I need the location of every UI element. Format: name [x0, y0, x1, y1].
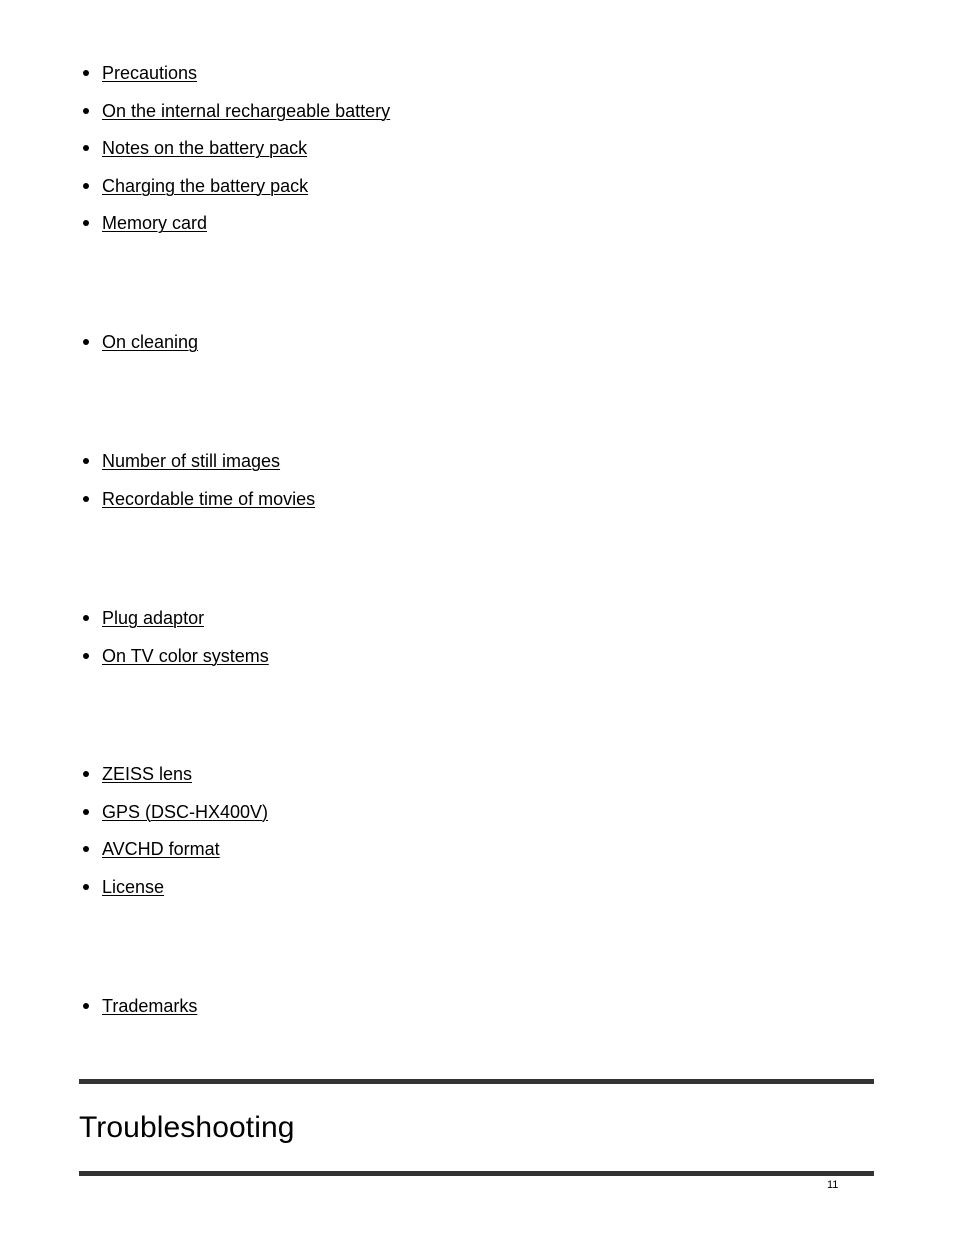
list-item: [0, 608, 269, 646]
list-item: [0, 489, 315, 527]
page-number: 11: [827, 1179, 839, 1191]
list-item: [0, 839, 268, 877]
bullet-icon: [83, 70, 89, 76]
link-internal-rechargeable-battery[interactable]: On the internal rechargeable battery: [102, 100, 391, 121]
bullet-icon: [83, 339, 89, 345]
link-on-cleaning[interactable]: On cleaning: [102, 332, 199, 352]
bullet-icon: [83, 145, 89, 151]
link-recordable-time-movies[interactable]: Recordable time of movies: [102, 488, 316, 509]
toc-group-other-information: [0, 764, 268, 914]
list-item: [0, 176, 390, 214]
list-item: [0, 138, 390, 176]
link-zeiss-lens[interactable]: ZEISS lens: [102, 764, 193, 784]
list-item: [0, 877, 268, 915]
list-item: [0, 451, 315, 489]
bullet-icon: [83, 220, 89, 226]
section-bottom-divider: [79, 1171, 874, 1176]
toc-group-recording-capacity: [0, 451, 315, 526]
link-precautions[interactable]: Precautions: [102, 63, 198, 83]
toc-group-trademarks: [0, 996, 197, 1034]
section-title: Troubleshooting: [79, 1111, 295, 1144]
link-plug-adaptor[interactable]: Plug adaptor: [102, 608, 205, 628]
link-license[interactable]: License: [102, 876, 165, 897]
bullet-icon: [83, 496, 89, 502]
list-item: [0, 646, 269, 684]
bullet-icon: [83, 653, 89, 659]
section-top-divider: [79, 1079, 874, 1084]
bullet-icon: [83, 771, 89, 777]
link-avchd-format[interactable]: AVCHD format: [102, 839, 220, 860]
list-item: [0, 213, 390, 251]
link-gps[interactable]: GPS (DSC-HX400V): [102, 801, 269, 822]
toc-group-abroad: [0, 608, 269, 683]
list-item: [0, 764, 268, 802]
list-item: [0, 101, 390, 139]
bullet-icon: [83, 183, 89, 189]
link-notes-battery-pack[interactable]: Notes on the battery pack: [102, 138, 308, 159]
bullet-icon: [83, 846, 89, 852]
link-tv-color-systems[interactable]: On TV color systems: [102, 645, 269, 666]
link-charging-battery-pack[interactable]: Charging the battery pack: [102, 175, 309, 196]
toc-group-cleaning: [0, 332, 198, 370]
bullet-icon: [83, 1003, 89, 1009]
link-trademarks[interactable]: Trademarks: [102, 996, 198, 1016]
toc-group-precautions: [0, 63, 390, 251]
list-item: [0, 332, 198, 370]
list-item: [0, 63, 390, 101]
bullet-icon: [83, 458, 89, 464]
bullet-icon: [83, 615, 89, 621]
list-item: [0, 996, 197, 1034]
list-item: [0, 802, 268, 840]
bullet-icon: [83, 809, 89, 815]
bullet-icon: [83, 108, 89, 114]
link-number-still-images[interactable]: Number of still images: [102, 451, 281, 471]
bullet-icon: [83, 884, 89, 890]
link-memory-card[interactable]: Memory card: [102, 213, 208, 234]
